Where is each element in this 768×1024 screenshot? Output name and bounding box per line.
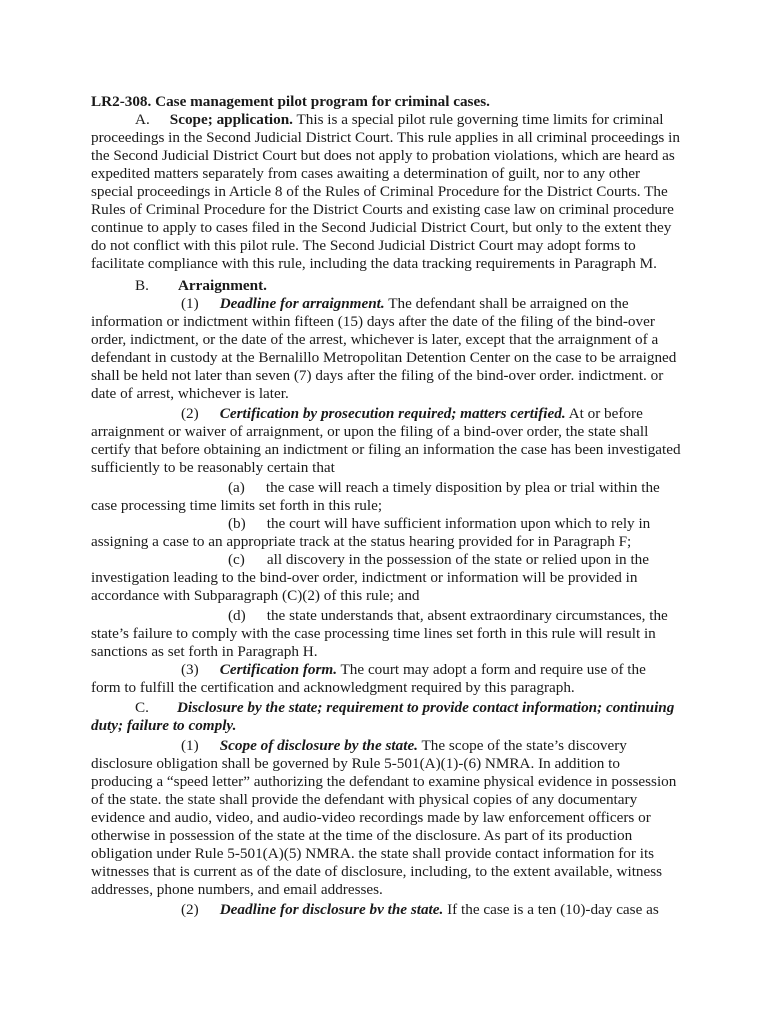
section-c1-line: witnesses that is current as of the date of disclosure, including, to the extent available, witness — [91, 863, 663, 880]
list-item-a-first-line — [228, 479, 660, 497]
section-c1-text: The scope of the state’s discovery — [421, 737, 627, 754]
section-c1-line: addresses, phone numbers, and email addresses. — [91, 881, 383, 898]
list-item-d-marker: (d) — [228, 607, 246, 624]
section-b1-heading: Deadline for arraignment. — [219, 295, 385, 312]
list-item-a-marker: (a) — [228, 479, 245, 496]
list-item-a-line: case processing time limits set forth in this rule; — [91, 497, 383, 514]
section-b2-first-line — [181, 405, 643, 423]
section-a-line: expedited matters separately from cases awaiting a determination of guilt, nor to any other — [91, 165, 641, 182]
list-item-d-line: sanctions as set forth in Paragraph H. — [91, 643, 318, 660]
section-a-marker: A. — [135, 111, 150, 128]
list-item-b-line: assigning a case to an appropriate track at the status hearing provided for in Paragraph F; — [91, 533, 632, 550]
section-b-heading-line — [135, 277, 267, 295]
section-a-line: continue to apply to cases filed in the Second Judicial District Court, but only to the extent they — [91, 219, 672, 236]
section-c1-line: producing a “speed letter” authorizing the defendant to examine physical evidence in possession — [91, 773, 677, 790]
section-b2-line: arraignment or waiver of arraignment, or upon the filing of a bind-over order, the state shall — [91, 423, 649, 440]
list-item-d-first-line — [228, 607, 668, 625]
section-b3-text: The court may adopt a form and require use of the — [340, 661, 646, 678]
list-item-a-text: the case will reach a timely disposition by plea or trial within the — [265, 479, 660, 496]
section-c1-first-line — [181, 737, 627, 755]
section-a-line: Rules of Criminal Procedure for the District Courts and existing case law on criminal procedure — [91, 201, 674, 218]
section-c1-line: evidence and audio, video, and audio-video recordings made by law enforcement officers or — [91, 809, 651, 826]
section-b1-line: defendant in custody at the Bernalillo Metropolitan Detention Center on the case to be arraigned — [91, 349, 677, 366]
section-b-marker: B. — [135, 277, 149, 294]
section-a-line: facilitate compliance with this rule, including the data tracking requirements in Paragraph M. — [91, 255, 657, 272]
section-c1-line: disclosure obligation shall be governed by Rule 5-501(A)(1)-(6) NMRA. In addition to — [91, 755, 620, 772]
section-b1-line: shall be held not later than seven (7) days after the filing of the bind-over order. indictment. or — [91, 367, 664, 384]
list-item-c-text: all discovery in the possession of the state or relied upon in the — [266, 551, 649, 568]
section-b1-first-line — [181, 295, 629, 313]
section-c1-line: otherwise in possession of the state at the time of the disclosure. As part of its production — [91, 827, 633, 844]
section-b1-line: information or indictment within fifteen (15) days after the date of the filing of the bind-over — [91, 313, 655, 330]
section-b2-text: At or before — [568, 405, 643, 422]
list-item-d-text: the state understands that, absent extraordinary circumstances, the — [266, 607, 668, 624]
section-b3-line: form to fulfill the certification and acknowledgment required by this paragraph. — [91, 679, 575, 696]
section-b1-line: order, indictment, or the date of the arrest, whichever is later, except that the arraignment of a — [91, 331, 659, 348]
list-item-c-line: investigation leading to the bind-over order, indictment or information will be provided in — [91, 569, 638, 586]
section-c1-line: of the state. the state shall provide the defendant with physical copies of any documentary — [91, 791, 638, 808]
section-c2-heading: Deadline for disclosure bv the state. — [219, 901, 444, 918]
section-b3-first-line — [181, 661, 646, 679]
section-b2-heading: Certification by prosecution required; matters certified. — [219, 405, 566, 422]
section-a-line: do not conflict with this pilot rule. The Second Judicial District Court may adopt forms to — [91, 237, 636, 254]
section-b2-line: sufficiently to be reasonably certain that — [91, 459, 335, 476]
section-a-text: This is a special pilot rule governing time limits for criminal — [296, 111, 664, 128]
rule-number: LR2-308. — [91, 93, 152, 110]
section-a-line: the Second Judicial District Court but does not apply to probation violations, which are heard as — [91, 147, 675, 164]
section-b1-marker: (1) — [181, 295, 199, 312]
section-c2-text: If the case is a ten (10)-day case as — [447, 901, 659, 918]
section-b1-text: The defendant shall be arraigned on the — [388, 295, 629, 312]
section-c1-marker: (1) — [181, 737, 199, 754]
list-item-d-line: state’s failure to comply with the case processing time lines set forth in this rule will result in — [91, 625, 656, 642]
list-item-c-line: accordance with Subparagraph (C)(2) of this rule; and — [91, 587, 420, 604]
section-c2-first-line — [181, 901, 659, 919]
section-c-heading-line — [135, 699, 674, 717]
list-item-c-marker: (c) — [228, 551, 245, 568]
section-b3-marker: (3) — [181, 661, 199, 678]
section-c1-line: obligation under Rule 5-501(A)(5) NMRA. the state shall provide contact information for its — [91, 845, 655, 862]
rule-title: Case management pilot program for criminal cases — [155, 93, 487, 110]
section-c-marker: C. — [135, 699, 149, 716]
section-b2-line: certify that before obtaining an indictment or filing an information the case has been investigated — [91, 441, 681, 458]
section-a-line: proceedings in the Second Judicial District Court. This rule applies in all criminal proceedings in — [91, 129, 680, 146]
list-item-c-first-line — [228, 551, 649, 569]
section-c-heading-cont: duty; failure to comply. — [91, 717, 237, 734]
section-a-first-line — [135, 111, 663, 129]
list-item-b-text: the court will have sufficient information upon which to rely in — [266, 515, 651, 532]
section-a-line: special proceedings in Article 8 of the Rules of Criminal Procedure for the District Courts. The — [91, 183, 668, 200]
section-c-heading: Disclosure by the state; requirement to provide contact information; continuing — [176, 699, 675, 716]
section-b-heading: Arraignment. — [177, 277, 267, 294]
list-item-b-first-line — [228, 515, 650, 533]
list-item-b-marker: (b) — [228, 515, 246, 532]
rule-title-line: LR2-308. Case management pilot program for criminal cases. — [91, 93, 490, 110]
section-b2-marker: (2) — [181, 405, 199, 422]
section-a-heading: Scope; application. — [169, 111, 293, 128]
section-b1-line: date of arrest, whichever is later. — [91, 385, 289, 402]
section-b3-heading: Certification form. — [219, 661, 337, 678]
section-c2-marker: (2) — [181, 901, 199, 918]
section-c1-heading: Scope of disclosure by the state. — [219, 737, 418, 754]
